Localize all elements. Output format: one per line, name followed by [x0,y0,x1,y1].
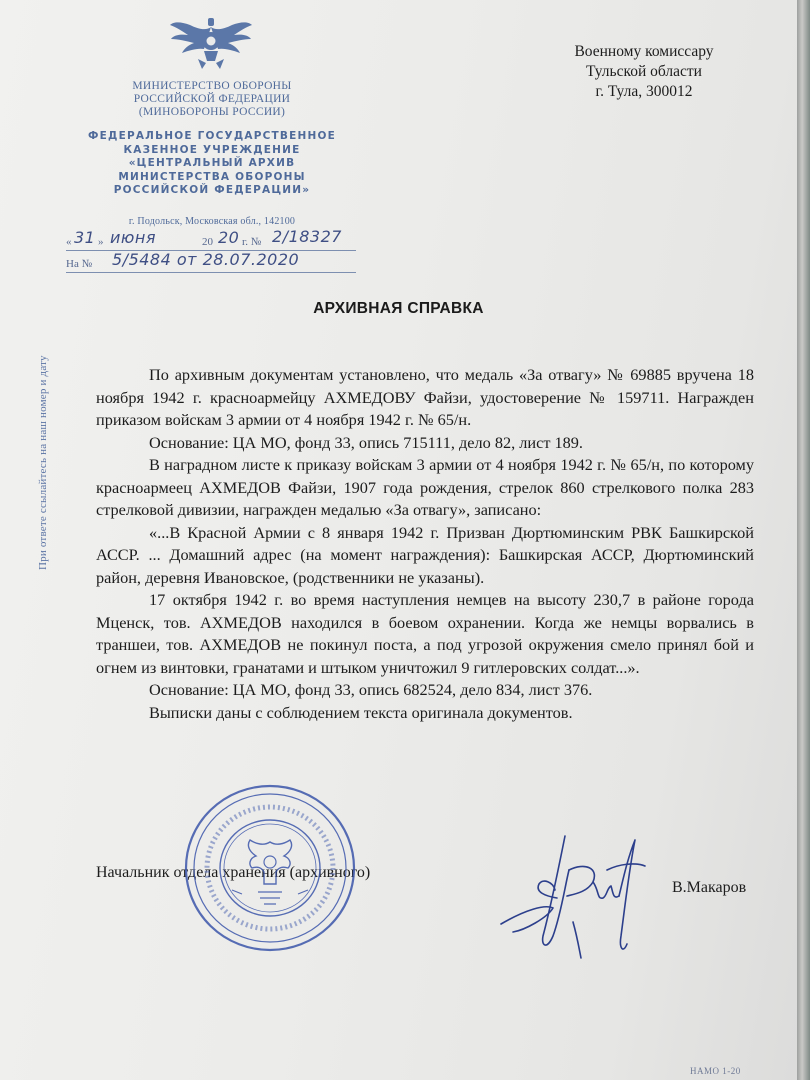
ministry-line: РОССИЙСКОЙ ФЕДЕРАЦИИ [133,93,291,105]
institution-address: г. Подольск, Московская обл., 142100 [128,216,296,227]
body-paragraph: Основание: ЦА МО, фонд 33, опись 682524, дело 834, лист 376. [149,680,593,699]
recipient-line: Тульской области [586,63,702,80]
body-paragraph: 17 октября 1942 г. во время наступления немцев на высоту 230,7 в районе города Мценск, тов. АХМЕДОВ находился в боевом охранении. Когда же немцы ворвались в траншеи, тов. АХМЕДОВ не покинул поста, а под угрозой окружения смело принял бой и огнем из винтовки, гранатами и штыком уничтожил 9 гитлеровских солдат...». [96,590,754,677]
ref-value: 5/5484 от 28.07.2020 [112,250,300,269]
date-year-suffix: 20 [218,228,240,247]
date-month: июня [110,228,156,247]
ref-prefix: На № [66,258,93,270]
outgoing-date-line [66,227,356,251]
form-code: НАМО 1-20 [690,1066,741,1076]
ministry-header [92,80,332,119]
recipient-line: г. Тула, 300012 [595,83,693,100]
document-body [96,364,754,724]
background-edge [797,0,810,1080]
date-tail: г. № [242,236,262,248]
body-paragraph: «...В Красной Армии с 8 января 1942 г. Призван Дюртюминским РВК Башкирской АССР. ... Домашний адрес (на момент награждения): Башкирская АССР, Дюртюминский район, деревня Ивановское, (родственники не указаны). [96,522,754,587]
signer-name: В.Макаров [672,879,747,896]
handwritten-signature [495,826,665,966]
institution-header [52,130,372,198]
recipient-line: Военному комиссару [574,43,714,60]
institution-line: ФЕДЕРАЛЬНОЕ ГОСУДАРСТВЕННОЕ [88,130,336,142]
date-mid: » [98,236,104,248]
date-prefix: « [66,236,72,248]
recipient-block [548,42,740,102]
body-paragraph: По архивным документам установлено, что медаль «За отвагу» № 69885 вручена 18 ноября 1942 г. красноармейцу АХМЕДОВУ Файзи, удостоверение № 159711. Награжден приказом войскам 3 армии от 4 ноября 1942 г. № 65/н. [96,365,754,429]
outgoing-number: 2/18327 [272,227,342,246]
ministry-line: (МИНОБОРОНЫ РОССИИ) [138,106,286,118]
reference-line [66,252,356,273]
body-paragraph: В наградном листе к приказу войскам 3 армии от 4 ноября 1942 г. № 65/н, по которому красноармеец АХМЕДОВ Файзи, 1907 года рождения, стрелок 860 стрелкового полка 283 стрелковой дивизии, награжден медалью «За отвагу», записано: [96,455,754,519]
date-year-prefix: 20 [202,236,213,248]
side-note: При ответе ссылайтесь на наш номер и дату [37,355,49,570]
ministry-line: МИНИСТЕРСТВО ОБОРОНЫ [132,80,292,92]
institution-line: РОССИЙСКОЙ ФЕДЕРАЦИИ» [113,184,311,196]
document-title: АРХИВНАЯ СПРАВКА [313,300,484,317]
body-paragraph: Выписки даны с соблюдением текста оригинала документов. [149,702,573,722]
body-paragraph: Основание: ЦА МО, фонд 33, опись 715111, дело 82, лист 189. [149,432,583,452]
official-stamp-icon [180,780,360,955]
institution-line: КАЗЕННОЕ УЧРЕЖДЕНИЕ [123,143,301,156]
institution-line: МИНИСТЕРСТВА ОБОРОНЫ [118,170,306,183]
eagle-emblem-icon [168,15,254,71]
signer-position: Начальник отдела хранения (архивного) [96,864,371,881]
institution-line: «ЦЕНТРАЛЬНЫЙ АРХИВ [128,157,296,169]
date-day: 31 [74,228,96,247]
